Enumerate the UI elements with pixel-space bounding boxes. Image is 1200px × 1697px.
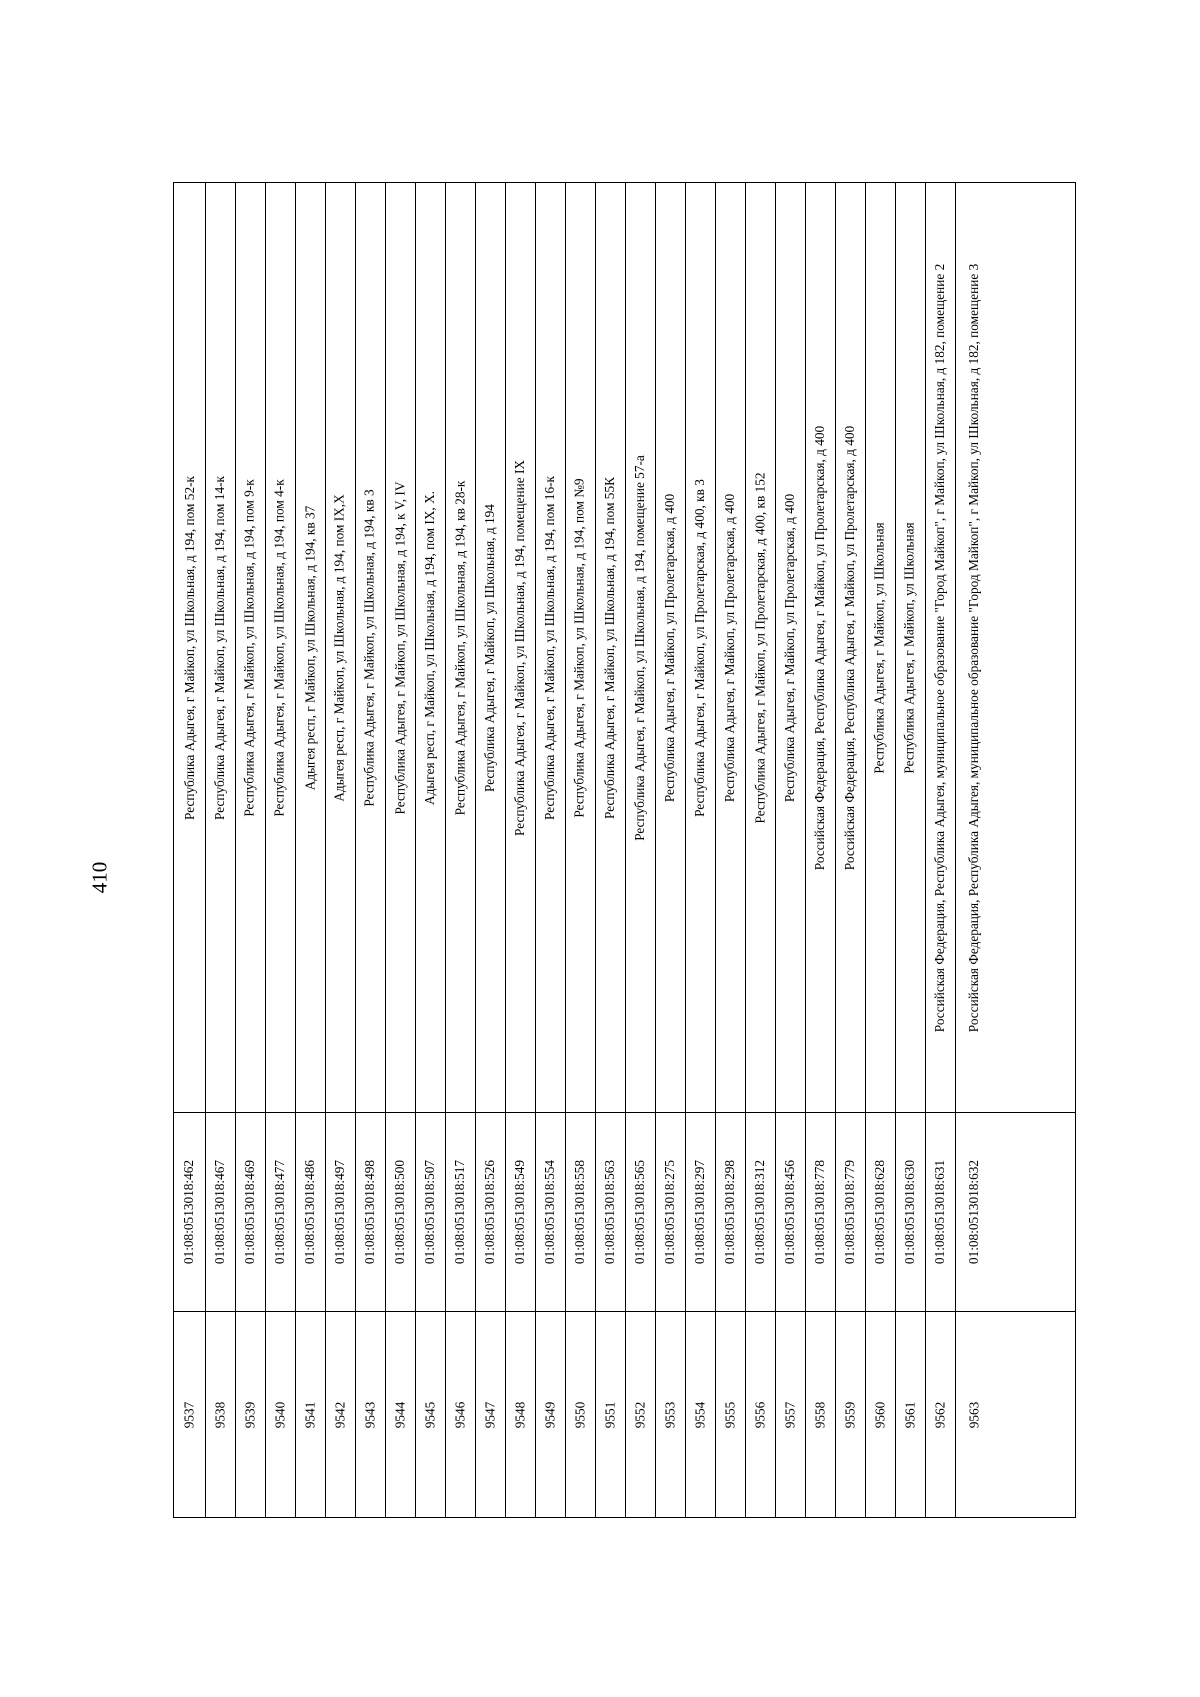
table-row <box>174 183 205 1517</box>
cadastral-number-cell <box>775 1112 805 1311</box>
address-cell <box>685 183 715 1112</box>
address-cell-text: Республика Адыгея, г Майкоп, ул Школьная, д 194, пом 52-к <box>181 475 197 820</box>
address-cell <box>295 183 325 1112</box>
cadastral-number-cell <box>235 1112 265 1311</box>
table-row <box>745 183 775 1517</box>
row-number-cell-text: 9552 <box>632 1401 647 1429</box>
address-cell-text: Республика Адыгея, г Майкоп, ул Школьная, д 194, пом 55К <box>602 476 618 819</box>
cadastral-number-cell <box>565 1112 595 1311</box>
row-number-cell <box>174 1311 205 1519</box>
row-number-cell <box>895 1311 925 1519</box>
cadastral-number-cell <box>595 1112 625 1311</box>
cadastral-number-cell <box>505 1112 535 1311</box>
address-cell <box>745 183 775 1112</box>
row-number-cell <box>295 1311 325 1519</box>
cadastral-number-cell-text: 01:08:0513018:628 <box>872 1159 888 1264</box>
address-cell-text: Республика Адыгея, г Майкоп, ул Школьная, д 194, пом 4-к <box>272 478 288 817</box>
row-number-cell-text: 9549 <box>542 1401 557 1429</box>
cadastral-number-cell-text: 01:08:0513018:467 <box>212 1159 228 1264</box>
address-cell <box>805 183 835 1112</box>
cadastral-number-cell-text: 01:08:0513018:500 <box>392 1159 408 1264</box>
address-cell <box>565 183 595 1112</box>
address-cell <box>865 183 895 1112</box>
table-row <box>265 183 295 1517</box>
row-number-cell <box>445 1311 475 1519</box>
address-cell-text: Российская Федерация, Республика Адыгея, г Майкоп, ул Пролетарская, д 400 <box>812 425 827 870</box>
row-number-cell-text: 9561 <box>902 1401 917 1429</box>
row-number-cell-text: 9554 <box>692 1401 707 1429</box>
table-row <box>835 183 865 1517</box>
table-row <box>235 183 265 1517</box>
table-row <box>325 183 355 1517</box>
cadastral-number-cell <box>265 1112 295 1311</box>
row-number-cell <box>235 1311 265 1519</box>
address-cell-text: Республика Адыгея, г Майкоп, ул Школьная, д 194, помещение 57-а <box>632 454 647 841</box>
address-cell-text: Республика Адыгея, г Майкоп, ул Школьная <box>902 521 917 774</box>
cadastral-number-cell <box>325 1112 355 1311</box>
row-number-cell-text: 9537 <box>181 1401 197 1429</box>
cadastral-number-cell <box>925 1112 955 1311</box>
row-number-cell-text: 9548 <box>512 1401 527 1429</box>
cadastral-number-cell-text: 01:08:0513018:554 <box>542 1159 558 1264</box>
cadastral-number-cell-text: 01:08:0513018:778 <box>812 1159 828 1264</box>
cadastral-number-cell <box>865 1112 895 1311</box>
address-cell <box>445 183 475 1112</box>
cadastral-number-cell <box>174 1112 205 1311</box>
page-number: 410 <box>87 861 112 894</box>
table-row <box>775 183 805 1517</box>
row-number-cell <box>265 1311 295 1519</box>
row-number-cell-text: 9553 <box>662 1401 677 1429</box>
address-cell-text: Республика Адыгея, г Майкоп, ул Школьная, д 194, пом №9 <box>572 477 587 818</box>
row-number-cell-text: 9558 <box>812 1401 827 1429</box>
table-row <box>715 183 745 1517</box>
address-cell <box>325 183 355 1112</box>
address-cell <box>925 183 955 1112</box>
address-cell-text: Республика Адыгея, г Майкоп, ул Пролетарская, д 400 <box>722 493 738 802</box>
cadastral-number-cell-text: 01:08:0513018:456 <box>782 1159 798 1264</box>
address-cell <box>895 183 925 1112</box>
cadastral-number-cell-text: 01:08:0513018:297 <box>692 1159 708 1264</box>
row-number-cell <box>775 1311 805 1519</box>
cadastral-number-cell-text: 01:08:0513018:462 <box>181 1159 197 1264</box>
table-row <box>565 183 595 1517</box>
table-row <box>505 183 535 1517</box>
table-row <box>925 183 955 1517</box>
row-number-cell <box>505 1311 535 1519</box>
address-cell <box>625 183 655 1112</box>
row-number-cell <box>415 1311 445 1519</box>
cadastral-number-cell-text: 01:08:0513018:558 <box>572 1159 588 1264</box>
row-number-cell <box>565 1311 595 1519</box>
address-cell <box>385 183 415 1112</box>
address-cell <box>235 183 265 1112</box>
address-cell <box>475 183 505 1112</box>
address-cell-text: Республика Адыгея, г Майкоп, ул Пролетарская, д 400 <box>782 493 798 802</box>
address-cell-text: Республика Адыгея, г Майкоп, ул Школьная, д 194, кв 3 <box>362 488 377 807</box>
cadastral-number-cell-text: 01:08:0513018:517 <box>452 1159 468 1264</box>
row-number-cell-text: 9557 <box>782 1401 797 1429</box>
address-cell <box>205 183 235 1112</box>
cadastral-number-cell <box>685 1112 715 1311</box>
row-number-cell <box>925 1311 955 1519</box>
table-row <box>385 183 415 1517</box>
row-number-cell <box>355 1311 385 1519</box>
row-number-cell <box>685 1311 715 1519</box>
address-cell-text: Адыгея респ, г Майкоп, ул Школьная, д 194, кв 37 <box>302 505 318 790</box>
address-cell <box>715 183 745 1112</box>
cadastral-number-cell-text: 01:08:0513018:497 <box>332 1159 348 1264</box>
cadastral-number-cell <box>655 1112 685 1311</box>
row-number-cell-text: 9545 <box>422 1401 437 1429</box>
row-number-cell-text: 9539 <box>242 1401 257 1429</box>
cadastral-number-cell <box>445 1112 475 1311</box>
cadastral-number-cell-text: 01:08:0513018:275 <box>662 1159 678 1264</box>
address-cell-text: Республика Адыгея, г Майкоп, ул Школьная, д 194, помещение IX <box>512 459 527 836</box>
cadastral-number-cell <box>385 1112 415 1311</box>
table-row <box>535 183 565 1517</box>
cadastral-number-cell <box>205 1112 235 1311</box>
cadastral-number-cell-text: 01:08:0513018:631 <box>932 1159 948 1264</box>
row-number-cell-text: 9538 <box>212 1401 227 1429</box>
address-cell-text: Адыгея респ, г Майкоп, ул Школьная, д 194, пом IX, X. <box>422 490 438 805</box>
row-number-cell <box>475 1311 505 1519</box>
address-cell-text: Республика Адыгея, г Майкоп, ул Школьная, д 194, пом 9-к <box>242 478 258 817</box>
row-number-cell <box>715 1311 745 1519</box>
row-number-cell <box>205 1311 235 1519</box>
row-number-cell <box>835 1311 865 1519</box>
row-number-cell <box>325 1311 355 1519</box>
row-number-cell <box>955 1311 993 1519</box>
address-cell <box>505 183 535 1112</box>
address-cell-text: Российская Федерация, Республика Адыгея, г Майкоп, ул Пролетарская, д 400 <box>842 425 857 870</box>
address-cell <box>535 183 565 1112</box>
cadastral-number-cell-text: 01:08:0513018:549 <box>512 1159 528 1264</box>
cadastral-number-cell-text: 01:08:0513018:477 <box>272 1159 288 1264</box>
row-number-cell <box>655 1311 685 1519</box>
cadastral-number-cell-text: 01:08:0513018:498 <box>362 1159 378 1264</box>
row-number-cell <box>625 1311 655 1519</box>
row-number-cell <box>385 1311 415 1519</box>
cadastral-number-cell <box>745 1112 775 1311</box>
row-number-cell-text: 9540 <box>272 1401 287 1429</box>
row-number-cell-text: 9544 <box>392 1401 407 1429</box>
address-cell <box>355 183 385 1112</box>
row-number-cell-text: 9563 <box>966 1401 981 1429</box>
address-cell-text: Республика Адыгея, г Майкоп, ул Школьная, д 194, к V, IV <box>392 481 408 814</box>
address-cell <box>595 183 625 1112</box>
row-number-cell <box>535 1311 565 1519</box>
address-cell <box>775 183 805 1112</box>
address-cell-text: Республика Адыгея, г Майкоп, ул Пролетарская, д 400 <box>662 493 678 802</box>
row-number-cell <box>805 1311 835 1519</box>
cadastral-number-cell <box>715 1112 745 1311</box>
table-row <box>475 183 505 1517</box>
table-row <box>445 183 475 1517</box>
row-number-cell <box>865 1311 895 1519</box>
address-cell-text: Республика Адыгея, г Майкоп, ул Школьная, д 194, пом 16-к <box>542 475 558 820</box>
cadastral-number-cell-text: 01:08:0513018:630 <box>902 1159 918 1264</box>
table-row <box>625 183 655 1517</box>
row-number-cell-text: 9559 <box>842 1401 857 1429</box>
cadastral-number-cell <box>295 1112 325 1311</box>
row-number-cell-text: 9550 <box>572 1401 587 1429</box>
address-cell-text: Адыгея респ, г Майкоп, ул Школьная, д 194, пом IX,X <box>332 493 348 802</box>
table-row <box>865 183 895 1517</box>
table-row <box>655 183 685 1517</box>
address-cell-text: Российская Федерация, Республика Адыгея, муниципальное образование "Город Майкоп", г Майкоп, ул Школьная, д 182, помещение 3 <box>966 263 981 1032</box>
cadastral-number-cell-text: 01:08:0513018:779 <box>842 1159 858 1264</box>
cadastral-number-cell <box>895 1112 925 1311</box>
cadastral-number-cell-text: 01:08:0513018:526 <box>482 1159 498 1264</box>
cadastral-number-cell-text: 01:08:0513018:632 <box>966 1159 982 1264</box>
row-number-cell-text: 9546 <box>452 1401 467 1429</box>
table-row <box>295 183 325 1517</box>
row-number-cell-text: 9556 <box>752 1401 767 1429</box>
row-number-cell-text: 9542 <box>332 1401 347 1429</box>
row-number-cell-text: 9562 <box>932 1401 947 1429</box>
address-cell <box>174 183 205 1112</box>
address-cell-text: Республика Адыгея, г Майкоп, ул Пролетарская, д 400, кв 3 <box>692 478 707 817</box>
cadastral-number-cell <box>535 1112 565 1311</box>
table-row <box>895 183 925 1517</box>
table-row <box>205 183 235 1517</box>
row-number-cell-text: 9560 <box>872 1401 887 1429</box>
cadastral-number-cell-text: 01:08:0513018:565 <box>632 1159 648 1264</box>
address-cell <box>655 183 685 1112</box>
cadastral-number-cell <box>955 1112 993 1311</box>
cadastral-number-cell <box>415 1112 445 1311</box>
cadastral-number-cell-text: 01:08:0513018:298 <box>722 1159 738 1264</box>
cadastral-number-cell-text: 01:08:0513018:469 <box>242 1159 258 1264</box>
cadastral-number-cell-text: 01:08:0513018:507 <box>422 1159 438 1264</box>
cadastral-number-cell-text: 01:08:0513018:486 <box>302 1159 318 1264</box>
cadastral-number-cell-text: 01:08:0513018:312 <box>752 1159 768 1264</box>
row-number-cell <box>595 1311 625 1519</box>
row-number-cell-text: 9547 <box>482 1401 497 1429</box>
address-cell-text: Российская Федерация, Республика Адыгея, муниципальное образование "Город Майкоп", г Майкоп, ул Школьная, д 182, помещение 2 <box>932 263 947 1032</box>
address-cell-text: Республика Адыгея, г Майкоп, ул Школьная, д 194, пом 14-к <box>212 475 228 820</box>
data-table <box>173 182 1076 1518</box>
address-cell-text: Республика Адыгея, г Майкоп, ул Пролетарская, д 400, кв 152 <box>752 471 768 824</box>
cadastral-number-cell <box>805 1112 835 1311</box>
cadastral-number-cell-text: 01:08:0513018:563 <box>602 1159 618 1264</box>
table-row <box>685 183 715 1517</box>
cadastral-number-cell <box>475 1112 505 1311</box>
row-number-cell <box>745 1311 775 1519</box>
table-row <box>805 183 835 1517</box>
address-cell-text: Республика Адыгея, г Майкоп, ул Школьная, д 194 <box>482 503 498 792</box>
table-row <box>415 183 445 1517</box>
row-number-cell-text: 9555 <box>722 1401 737 1429</box>
address-cell <box>835 183 865 1112</box>
cadastral-number-cell <box>625 1112 655 1311</box>
row-number-cell-text: 9541 <box>302 1401 317 1429</box>
address-cell <box>265 183 295 1112</box>
table-row <box>355 183 385 1517</box>
table-row <box>595 183 625 1517</box>
address-cell <box>955 183 993 1112</box>
row-number-cell-text: 9543 <box>362 1401 377 1429</box>
address-cell <box>415 183 445 1112</box>
table-row <box>955 183 993 1517</box>
row-number-cell-text: 9551 <box>602 1401 617 1429</box>
address-cell-text: Республика Адыгея, г Майкоп, ул Школьная <box>872 521 887 774</box>
cadastral-number-cell <box>355 1112 385 1311</box>
cadastral-number-cell <box>835 1112 865 1311</box>
address-cell-text: Республика Адыгея, г Майкоп, ул Школьная, д 194, кв 28-к <box>452 480 468 815</box>
